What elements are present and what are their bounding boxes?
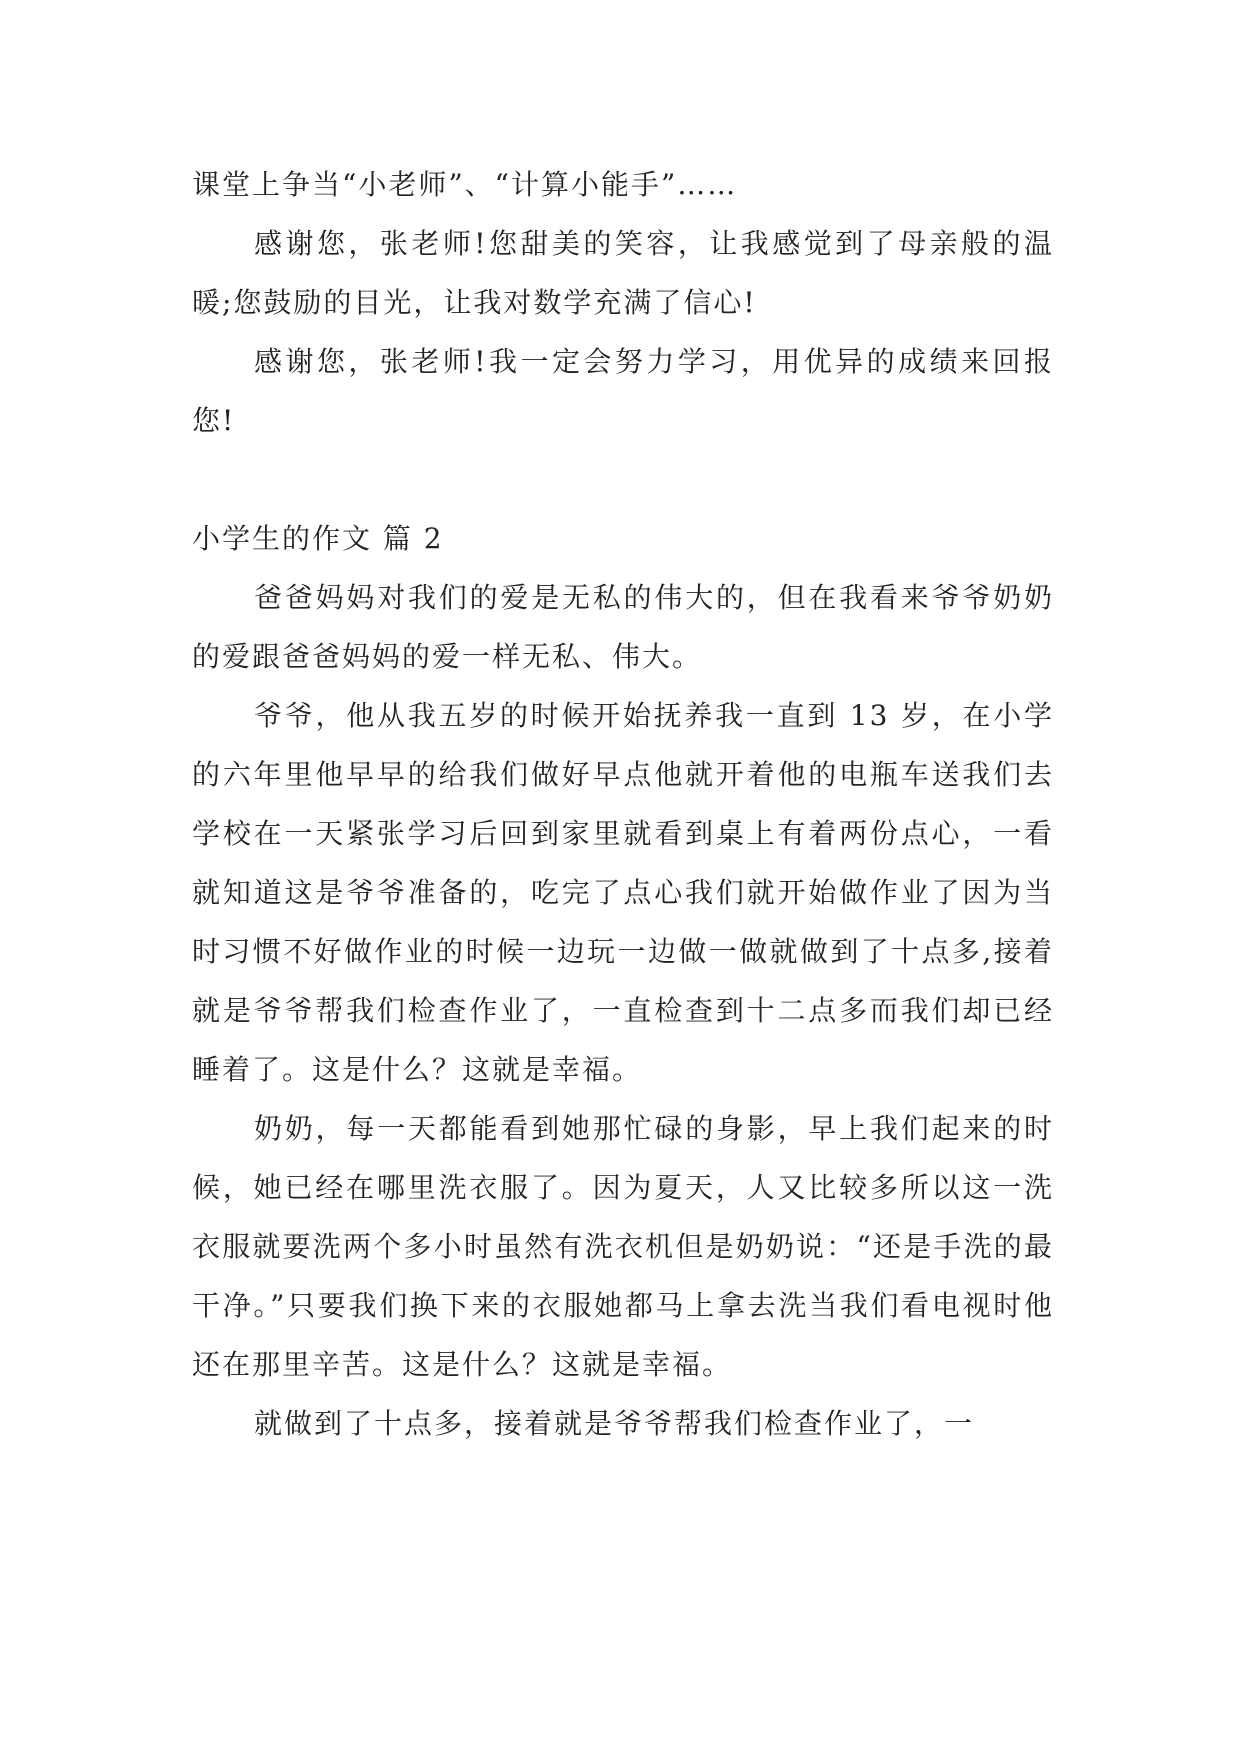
paragraph-grandparents-love: 爸爸妈妈对我们的爱是无私的伟大的，但在我看来爷爷奶奶的爱跟爸爸妈妈的爱一样无私、伟大。 (192, 581, 1054, 673)
document-body (192, 155, 1054, 1453)
section-title: 小学生的作文 篇 2 (192, 522, 444, 555)
paragraph-grandmother: 奶奶，每一天都能看到她那忙碌的身影，早上我们起来的时候，她已经在哪里洗衣服了。因为夏天，人又比较多所以这一洗衣服就要洗两个多小时虽然有洗衣机但是奶奶说：“还是手洗的最干净。”只要我们换下来的衣服她都马上拿去洗当我们看电视时他还在那里辛苦。这是什么？这就是幸福。 (192, 1112, 1054, 1381)
paragraph-thanks-promise: 感谢您，张老师!我一定会努力学习，用优异的成绩来回报您! (192, 345, 1054, 437)
paragraph-thanks-smile: 感谢您，张老师!您甜美的笑容，让我感觉到了母亲般的温暖;您鼓励的目光，让我对数学充满了信心! (192, 227, 1054, 319)
paragraph-grandfather: 爷爷，他从我五岁的时候开始抚养我一直到 13 岁，在小学的六年里他早早的给我们做好早点他就开着他的电瓶车送我们去学校在一天紧张学习后回到家里就看到桌上有着两份点心，一看就知道这是爷爷准备的，吃完了点心我们就开始做作业了因为当时习惯不好做作业的时候一边玩一边做一做就做到了十点多,接着就是爷爷帮我们检查作业了，一直检查到十二点多而我们却已经睡着了。这是什么？这就是幸福。 (192, 699, 1054, 1086)
paragraph-continuation: 课堂上争当“小老师”、“计算小能手”…… (192, 168, 738, 201)
paragraph-continued: 就做到了十点多，接着就是爷爷帮我们检查作业了，一 (254, 1407, 975, 1440)
